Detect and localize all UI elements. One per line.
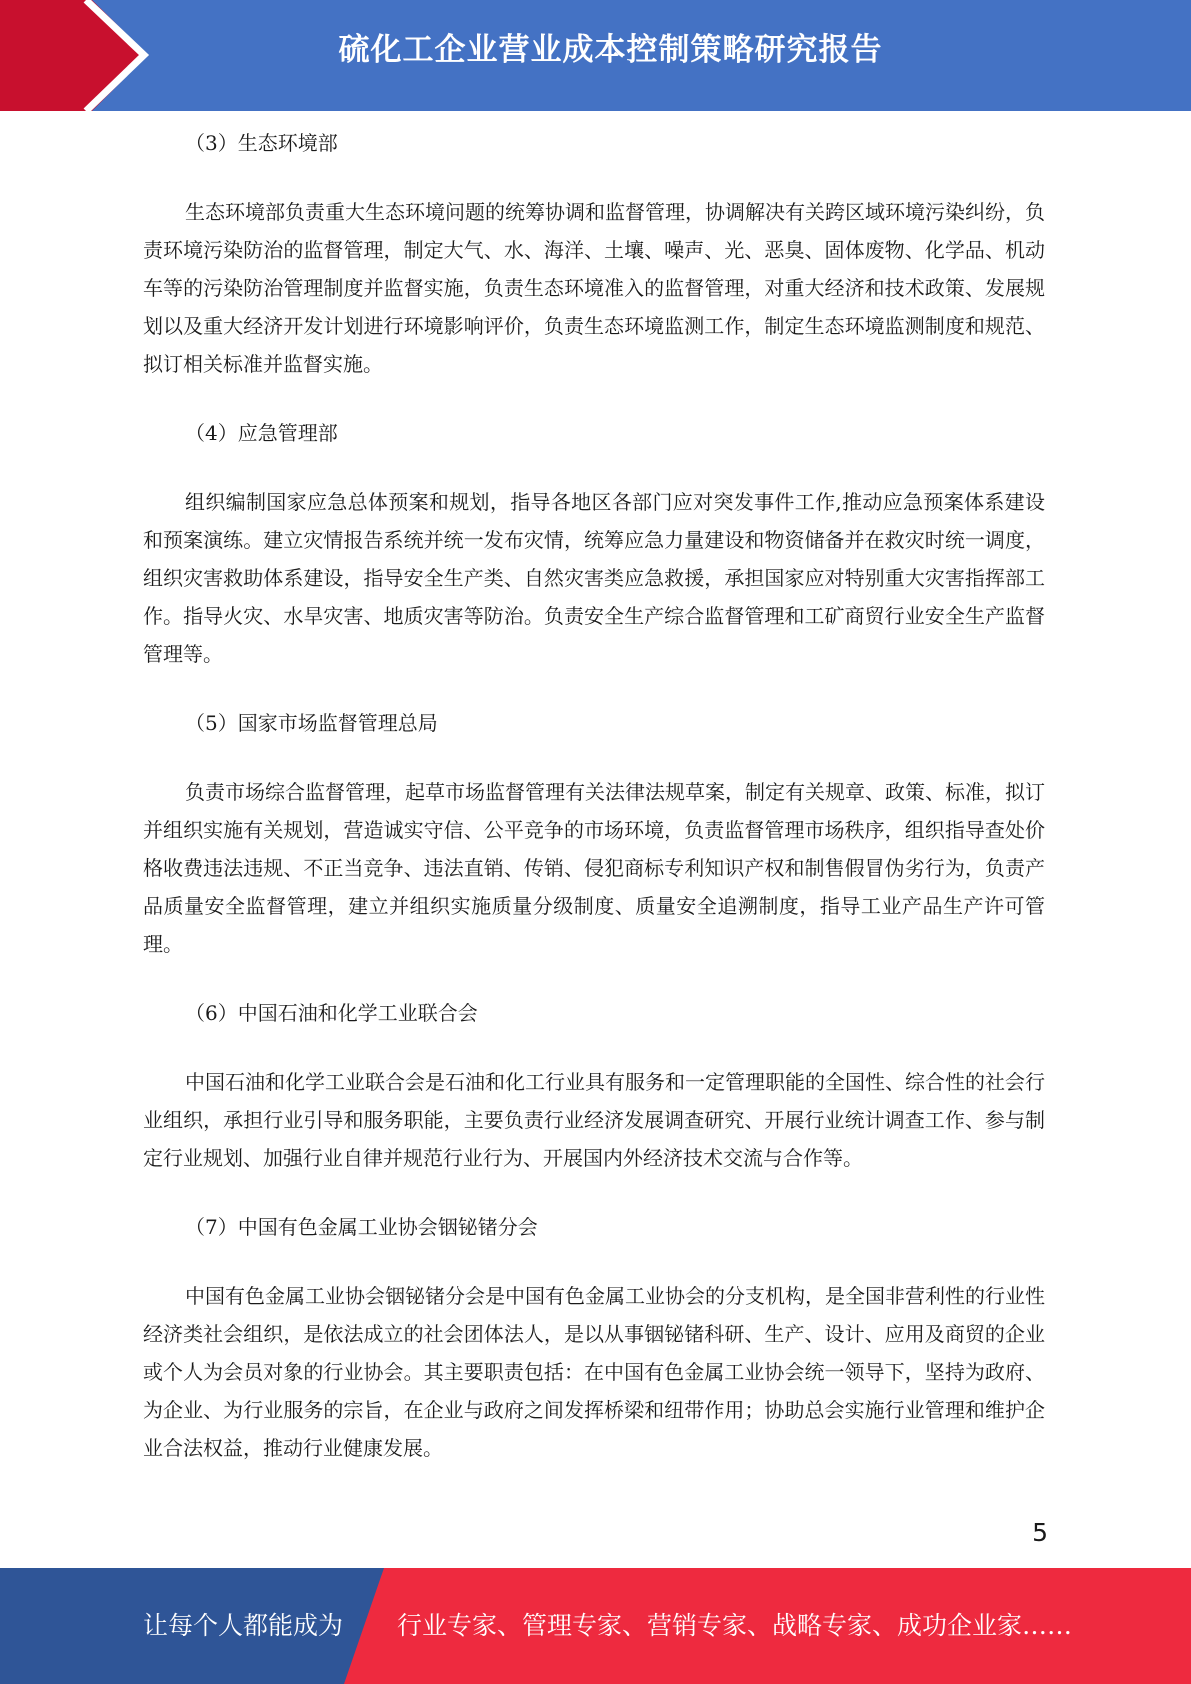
page-number: 5 bbox=[1032, 1518, 1048, 1547]
section-paragraph: 生态环境部负责重大生态环境问题的统筹协调和监督管理，协调解决有关跨区域环境污染纠纷，负责环境污染防治的监督管理，制定大气、水、海洋、土壤、噪声、光、恶臭、固体废物、化学品、机动车等的污染防治管理制度并监督实施，负责生态环境准入的监督管理，对重大经济和技术政策、发展规划以及重大经济开发计划进行环境影响评价，负责生态环境监测工作，制定生态环境监测制度和规范、拟订相关标准并监督实施。 bbox=[143, 200, 1045, 376]
section-ecology bbox=[143, 128, 1045, 383]
section-paragraph: 中国有色金属工业协会铟铋锗分会是中国有色金属工业协会的分支机构，是全国非营利性的行业性经济类社会组织，是依法成立的社会团体法人，是以从事铟铋锗科研、生产、设计、应用及商贸的企业或个人为会员对象的行业协会。其主要职责包括：在中国有色金属工业协会统一领导下，坚持为政府、为企业、为行业服务的宗旨，在企业与政府之间发挥桥梁和纽带作用；协助总会实施行业管理和维护企业合法权益，推动行业健康发展。 bbox=[143, 1284, 1045, 1460]
section-heading: （7）中国有色金属工业协会铟铋锗分会 bbox=[185, 1215, 538, 1239]
section-emergency bbox=[143, 418, 1045, 673]
section-market-regulation bbox=[143, 708, 1045, 963]
section-heading: （4）应急管理部 bbox=[185, 421, 338, 445]
section-heading: （6）中国石油和化学工业联合会 bbox=[185, 1001, 478, 1025]
footer-slogan-right: 行业专家、管理专家、营销专家、战略专家、成功企业家…… bbox=[397, 1611, 1073, 1640]
section-petroleum-federation bbox=[143, 998, 1045, 1177]
section-paragraph: 中国石油和化学工业联合会是石油和化工行业具有服务和一定管理职能的全国性、综合性的社会行业组织，承担行业引导和服务职能，主要负责行业经济发展调查研究、开展行业统计调查工作、参与制定行业规划、加强行业自律并规范行业行为、开展国内外经济技术交流与合作等。 bbox=[143, 1070, 1045, 1170]
page-header bbox=[0, 0, 1191, 111]
section-paragraph: 组织编制国家应急总体预案和规划，指导各地区各部门应对突发事件工作,推动应急预案体系建设和预案演练。建立灾情报告系统并统一发布灾情，统筹应急力量建设和物资储备并在救灾时统一调度，组织灾害救助体系建设，指导安全生产类、自然灾害类应急救援，承担国家应对特别重大灾害指挥部工作。指导火灾、水旱灾害、地质灾害等防治。负责安全生产综合监督管理和工矿商贸行业安全生产监督管理等。 bbox=[143, 490, 1045, 666]
section-paragraph: 负责市场综合监督管理，起草市场监督管理有关法律法规草案，制定有关规章、政策、标准，拟订并组织实施有关规划，营造诚实守信、公平竞争的市场环境，负责监督管理市场秩序，组织指导查处价格收费违法违规、不正当竞争、违法直销、传销、侵犯商标专利知识产权和制售假冒伪劣行为，负责产品质量安全监督管理，建立并组织实施质量分级制度、质量安全追溯制度，指导工业产品生产许可管理。 bbox=[143, 780, 1045, 956]
section-nonferrous-branch bbox=[143, 1212, 1045, 1467]
document-body bbox=[143, 128, 1045, 1502]
document-title: 硫化工企业营业成本控制策略研究报告 bbox=[338, 32, 883, 68]
page-footer bbox=[0, 1568, 1191, 1684]
section-heading: （5）国家市场监督管理总局 bbox=[185, 711, 438, 735]
footer-slogan-left: 让每个人都能成为 bbox=[143, 1611, 344, 1640]
section-heading: （3）生态环境部 bbox=[185, 131, 338, 155]
